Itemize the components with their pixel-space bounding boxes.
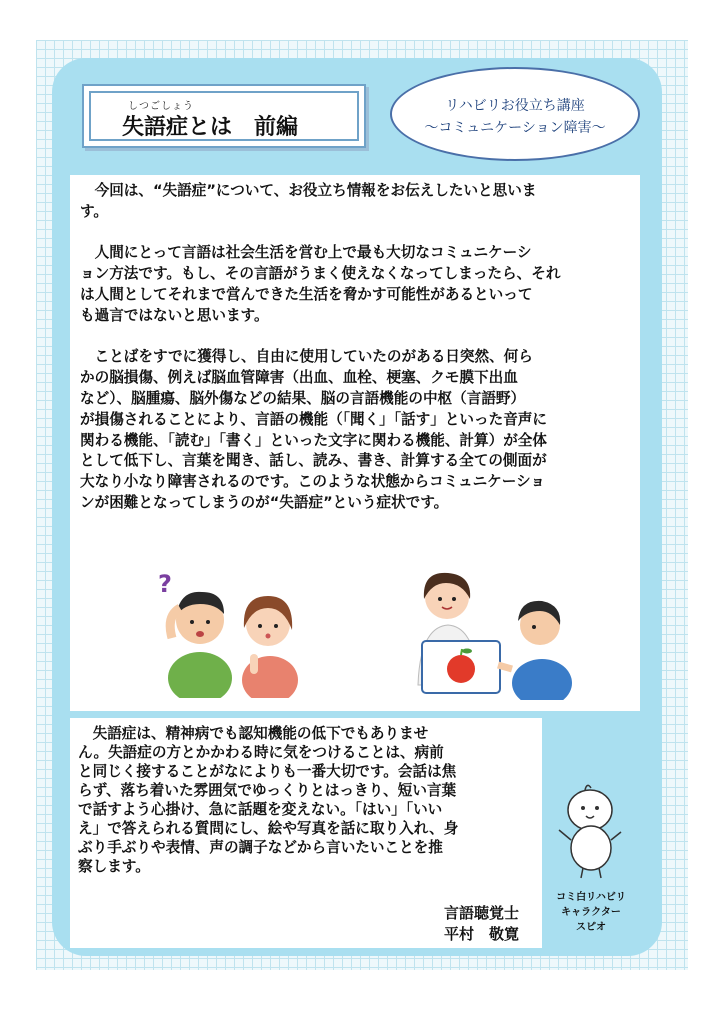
main-line: 関わる機能、「読む」「書く」といった文字に関わる機能、計算）が全体 <box>80 431 547 449</box>
advice-line: と同じく接することがなによりも一番大切です。会話は焦 <box>78 763 457 780</box>
main-line: として低下し、言葉を聞き、話し、読み、書き、計算する全ての側面が <box>80 452 547 470</box>
advice-line: で話すよう心掛け、急に話題を変えない。「はい」「いい <box>78 801 443 818</box>
advice-line: らず、落ち着いた雰囲気でゆっくりとはっきり、短い言葉 <box>78 782 457 799</box>
advice-line: ぶり手ぶりや表情、声の調子などから言いたいことを推 <box>78 839 443 856</box>
main-line: ョン方法です。もし、その言語がうまく使えなくなってしまったら、それ <box>80 265 561 283</box>
question-mark: ? <box>158 570 172 598</box>
confused-people-illustration <box>150 568 310 698</box>
mascot-caption-line3: スピオ <box>576 922 606 933</box>
author-name: 平村 敬寛 <box>444 925 520 943</box>
advice-line: ん。失語症の方とかかわる時に気をつけることは、病前 <box>78 744 444 761</box>
advice-line: 察します。 <box>78 858 150 875</box>
main-line: かの脳損傷、例えば脳血管障害（出血、血栓、梗塞、クモ膜下出血 <box>80 369 518 387</box>
page-title: 失語症とは 前編 <box>122 115 299 140</box>
main-line: ンが困難となってしまうのが“失語症”という症状です。 <box>80 493 449 511</box>
main-line: は人間としてそれまで営んできた生活を脅かす可能性があるといって <box>80 285 533 303</box>
mascot-icon <box>555 780 625 880</box>
main-line: 人間にとって言語は社会生活を営む上で最も大切なコミュニケーシ <box>80 244 532 262</box>
author-title: 言語聴覚士 <box>444 904 520 922</box>
series-badge-line2: ～コミュニケーション障害～ <box>424 120 606 136</box>
advice-line: え」で答えられる質問にし、絵や写真を話に取り入れ、身 <box>78 820 459 837</box>
main-line: 大なり小なり障害されるのです。このような状態からコミュニケーショ <box>80 473 545 491</box>
series-badge-line1: リハビリお役立ち講座 <box>445 98 585 114</box>
mascot-caption <box>546 890 636 935</box>
paragraph-gap <box>80 223 630 244</box>
advice-line: 失語症は、精神病でも認知機能の低下でもありませ <box>78 725 429 742</box>
main-line: す。 <box>80 202 109 220</box>
mascot-caption-line2: キャラクター <box>561 907 621 918</box>
title-ruby: しつごしょう <box>128 101 194 112</box>
apple-card-illustration <box>412 565 572 700</box>
main-line: など）、脳腫瘍、脳外傷などの結果、脳の言語機能の中枢（言語野） <box>80 389 526 407</box>
series-badge <box>390 67 640 161</box>
paragraph-gap <box>80 327 630 348</box>
main-line: 今回は、“失語症”について、お役立ち情報をお伝えしたいと思いま <box>80 182 537 199</box>
main-line: ことばをすでに獲得し、自由に使用していたのがある日突然、何ら <box>80 348 533 366</box>
main-line: が損傷されることにより、言語の機能（「聞く」「話す」といった音声に <box>80 410 547 428</box>
mascot-caption-line1: コミ白リハビリ <box>556 892 626 903</box>
main-line: も過言ではないと思います。 <box>80 306 269 324</box>
